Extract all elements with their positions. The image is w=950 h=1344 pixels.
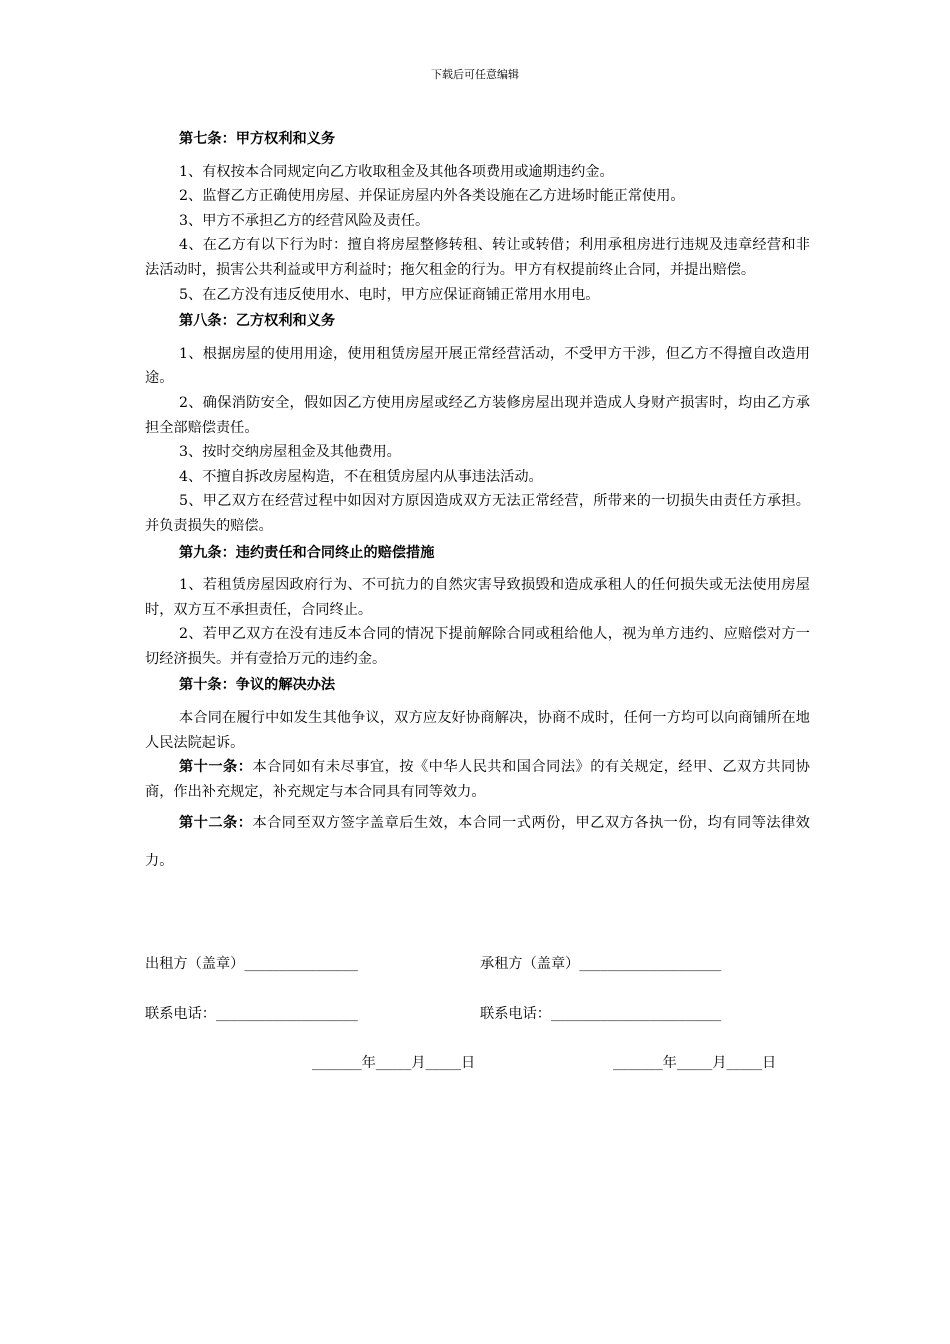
article-10 xyxy=(145,673,810,755)
clause: 3、甲方不承担乙方的经营风险及责任。 xyxy=(179,212,430,229)
article-title: 第九条：违约责任和合同终止的赔偿措施 xyxy=(179,544,435,561)
clause: 4、在乙方有以下行为时：擅自将房屋整修转租、转让或转借；利用承租房进行违规及违章经营和非法活动时，损害公共利益或甲方利益时；拖欠租金的行为。甲方有权提前终止合同，并提出赔偿。 xyxy=(145,237,810,278)
clause: 2、监督乙方正确使用房屋、并保证房屋内外各类设施在乙方进场时能正常使用。 xyxy=(179,188,685,205)
lessor-phone-field[interactable]: 联系电话：____________________ xyxy=(145,1006,358,1022)
clause: 5、在乙方没有违反使用水、电时，甲方应保证商铺正常用水用电。 xyxy=(179,286,600,303)
article-7 xyxy=(145,127,810,307)
article-title: 第十条：争议的解决办法 xyxy=(179,677,336,694)
article-title: 第七条：甲方权利和义务 xyxy=(179,131,336,147)
clause: 4、不擅自拆改房屋构造，不在租赁房屋内从事违法活动。 xyxy=(179,468,543,485)
article-9 xyxy=(145,541,810,672)
clause: 2、若甲乙双方在没有违反本合同的情况下提前解除合同或租给他人，视为单方违约、应赔偿对方一切经济损失。并有壹拾万元的违约金。 xyxy=(145,626,810,667)
article-title: 第八条：乙方权利和义务 xyxy=(179,313,336,330)
clause: 3、按时交纳房屋租金及其他费用。 xyxy=(179,444,401,461)
article-text: 本合同至双方签字盖章后生效，本合同一式两份，甲乙双方各执一份，均有同等法律效力。 xyxy=(145,815,810,870)
lessee-date-field[interactable]: _______年_____月_____日 xyxy=(613,1055,777,1071)
lessee-phone-field[interactable]: 联系电话：________________________ xyxy=(480,1006,722,1022)
clause: 本合同在履行中如发生其他争议，双方应友好协商解决，协商不成时，任何一方均可以向商铺所在地人民法院起诉。 xyxy=(145,710,810,751)
article-label: 第十二条： xyxy=(179,815,253,832)
lessor-seal-field[interactable]: 出租方（盖章）________________ xyxy=(145,956,358,972)
article-12 xyxy=(145,804,810,880)
article-text: 本合同如有未尽事宜，按《中华人民共和国合同法》的有关规定，经甲、乙双方共同协商，作出补充规定，补充规定与本合同具有同等效力。 xyxy=(145,759,810,800)
lessor-date-field[interactable]: _______年_____月_____日 xyxy=(312,1055,476,1071)
contract-body xyxy=(145,125,810,880)
clause: 1、根据房屋的使用用途，使用租赁房屋开展正常经营活动，不受甲方干涉，但乙方不得擅自改造用途。 xyxy=(145,345,810,387)
clause: 1、若租赁房屋因政府行为、不可抗力的自然灾害导致损毁和造成承租人的任何损失或无法使用房屋时，双方互不承担责任，合同终止。 xyxy=(145,577,810,618)
clause: 1、有权按本合同规定向乙方收取租金及其他各项费用或逾期违约金。 xyxy=(179,163,614,180)
clause: 5、甲乙双方在经营过程中如因对方原因造成双方无法正常经营，所带来的一切损失由责任方承担。并负责损失的赔偿。 xyxy=(145,493,810,534)
article-8 xyxy=(145,309,810,538)
article-label: 第十一条： xyxy=(179,759,253,776)
lessee-seal-field[interactable]: 承租方（盖章）____________________ xyxy=(480,956,722,972)
clause: 2、确保消防安全，假如因乙方使用房屋或经乙方装修房屋出现并造成人身财产损害时，均由乙方承担全部赔偿责任。 xyxy=(145,394,810,436)
article-11 xyxy=(145,755,810,804)
page-header: 下载后可任意编辑 xyxy=(431,68,519,81)
